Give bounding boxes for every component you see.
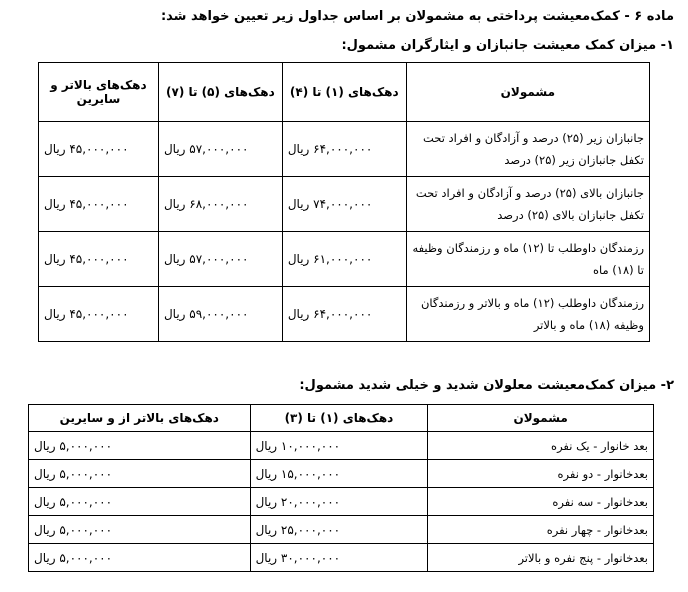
- row-description: بعدخانوار - سه نفره: [428, 488, 654, 516]
- row-description: جانبازان بالای (۲۵) درصد و آزادگان و افراد تحت تکفل جانبازان بالای (۲۵) درصد: [406, 177, 649, 232]
- table-row: [39, 232, 650, 287]
- col-header-covered: مشمولان: [406, 63, 649, 122]
- amount-cell: ۴۵,۰۰۰,۰۰۰ ریال: [39, 177, 159, 232]
- disabled-allowance-table: [28, 404, 654, 572]
- row-description: بعدخانوار - چهار نفره: [428, 516, 654, 544]
- row-description: بعدخانوار - پنج نفره و بالاتر: [428, 544, 654, 572]
- row-description: رزمندگان داوطلب تا (۱۲) ماه و رزمندگان وظیفه تا (۱۸) ماه: [406, 232, 649, 287]
- amount-cell: ۷۴,۰۰۰,۰۰۰ ریال: [282, 177, 406, 232]
- amount-cell: ۵,۰۰۰,۰۰۰ ریال: [29, 432, 251, 460]
- article-title: ماده ۶ - کمک‌معیشت پرداختی به مشمولان بر اساس جداول زیر تعیین خواهد شد:: [160, 9, 674, 24]
- row-description: بعدخانوار - دو نفره: [428, 460, 654, 488]
- amount-cell: ۵,۰۰۰,۰۰۰ ریال: [29, 488, 251, 516]
- amount-cell: ۲۰,۰۰۰,۰۰۰ ریال: [250, 488, 428, 516]
- amount-cell: ۲۵,۰۰۰,۰۰۰ ریال: [250, 516, 428, 544]
- section1-heading: ۱- میزان کمک معیشت جانبازان و ایثارگران مشمول:: [341, 38, 674, 53]
- amount-cell: ۴۵,۰۰۰,۰۰۰ ریال: [39, 287, 159, 342]
- table-row: [39, 122, 650, 177]
- row-description: جانبازان زیر (۲۵) درصد و آزادگان و افراد تحت تکفل جانبازان زیر (۲۵) درصد: [406, 122, 649, 177]
- table-row: [39, 287, 650, 342]
- amount-cell: ۶۴,۰۰۰,۰۰۰ ریال: [282, 287, 406, 342]
- row-description: بعد خانوار - یک نفره: [428, 432, 654, 460]
- amount-cell: ۵۹,۰۰۰,۰۰۰ ریال: [158, 287, 282, 342]
- amount-cell: ۵,۰۰۰,۰۰۰ ریال: [29, 460, 251, 488]
- amount-cell: ۵,۰۰۰,۰۰۰ ریال: [29, 544, 251, 572]
- amount-cell: ۶۸,۰۰۰,۰۰۰ ریال: [158, 177, 282, 232]
- amount-cell: ۴۵,۰۰۰,۰۰۰ ریال: [39, 232, 159, 287]
- amount-cell: ۶۱,۰۰۰,۰۰۰ ریال: [282, 232, 406, 287]
- table-row: [29, 488, 654, 516]
- amount-cell: ۴۵,۰۰۰,۰۰۰ ریال: [39, 122, 159, 177]
- table-row: [29, 544, 654, 572]
- table-row: [39, 177, 650, 232]
- row-description: رزمندگان داوطلب (۱۲) ماه و بالاتر و رزمندگان وظیفه (۱۸) ماه و بالاتر: [406, 287, 649, 342]
- table-header-row: [39, 63, 650, 122]
- col-header-deciles-1-3: دهک‌های (۱) تا (۳): [250, 405, 428, 432]
- table-header-row: [29, 405, 654, 432]
- section2-heading: ۲- میزان کمک‌معیشت معلولان شدید و خیلی شدید مشمول:: [299, 378, 674, 393]
- table-row: [29, 460, 654, 488]
- col-header-deciles-up: دهک‌های بالاتر از و سایرین: [29, 405, 251, 432]
- table-row: [29, 432, 654, 460]
- amount-cell: ۱۰,۰۰۰,۰۰۰ ریال: [250, 432, 428, 460]
- col-header-covered: مشمولان: [428, 405, 654, 432]
- amount-cell: ۳۰,۰۰۰,۰۰۰ ریال: [250, 544, 428, 572]
- amount-cell: ۶۴,۰۰۰,۰۰۰ ریال: [282, 122, 406, 177]
- amount-cell: ۵۷,۰۰۰,۰۰۰ ریال: [158, 122, 282, 177]
- amount-cell: ۵,۰۰۰,۰۰۰ ریال: [29, 516, 251, 544]
- amount-cell: ۱۵,۰۰۰,۰۰۰ ریال: [250, 460, 428, 488]
- col-header-deciles-1-4: دهک‌های (۱) تا (۴): [282, 63, 406, 122]
- amount-cell: ۵۷,۰۰۰,۰۰۰ ریال: [158, 232, 282, 287]
- col-header-deciles-5-7: دهک‌های (۵) تا (۷): [158, 63, 282, 122]
- table-row: [29, 516, 654, 544]
- veterans-allowance-table: [38, 62, 650, 342]
- col-header-deciles-8-up: دهک‌های بالاتر و سایرین: [39, 63, 159, 122]
